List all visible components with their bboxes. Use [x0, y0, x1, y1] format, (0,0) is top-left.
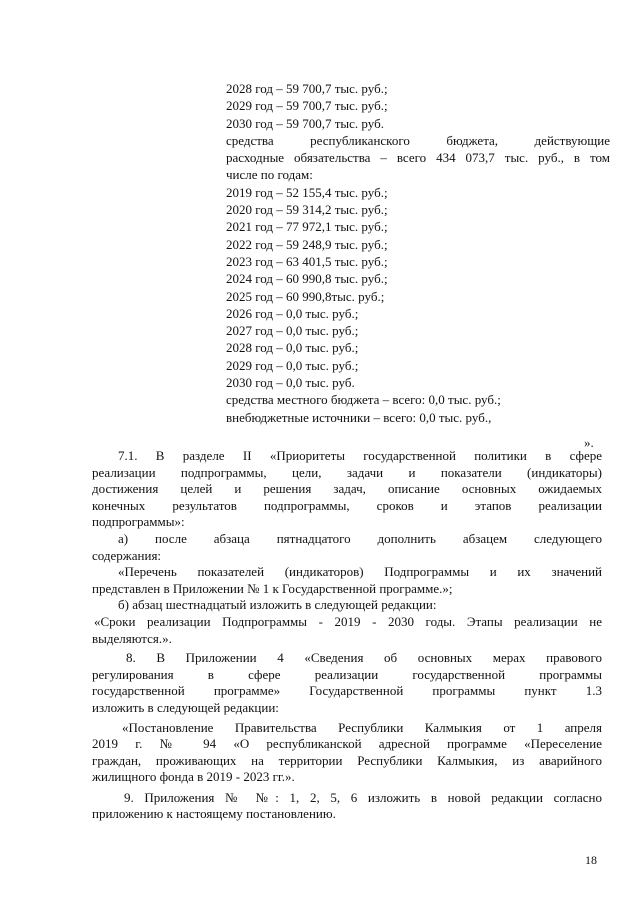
year-line: 2021 год – 77 972,1 тыс. руб.;: [226, 219, 388, 235]
text-line: «Сроки реализации Подпрограммы - 2019 - 2030 годы. Этапы реализации не: [94, 613, 602, 629]
text-line: б) абзац шестнадцатый изложить в следующей редакции:: [118, 597, 437, 613]
republic-budget-line: средства республиканского бюджета, действующие: [226, 132, 610, 148]
text-line: «Перечень показателей (индикаторов) Подпрограммы и их значений: [118, 564, 602, 580]
page-number: 18: [585, 853, 597, 867]
year-line: 2026 год – 0,0 тыс. руб.;: [226, 305, 359, 321]
year-line: 2029 год – 59 700,7 тыс. руб.;: [226, 98, 388, 114]
extra-budget-line: внебюджетные источники – всего: 0,0 тыс. руб.,: [226, 409, 492, 425]
paragraph-b: [92, 597, 602, 614]
year-line: 2023 год – 63 401,5 тыс. руб.;: [226, 253, 388, 269]
paragraph-a: [92, 531, 602, 564]
amendments-body: [92, 448, 602, 823]
year-line: 2020 год – 59 314,2 тыс. руб.;: [226, 202, 388, 218]
text-line: регулирования в сфере реализации государственной программы: [92, 666, 602, 682]
paragraph-a-quote: [92, 564, 602, 597]
local-budget-line: средства местного бюджета – всего: 0,0 тыс. руб.;: [226, 392, 501, 408]
text-line: 7.1. В разделе II «Приоритеты государственной политики в сфере: [118, 448, 602, 463]
text-line: 8. В Приложении 4 «Сведения об основных мерах правового: [126, 650, 602, 666]
text-line: «Постановление Правительства Республики Калмыкия от 1 апреля: [122, 719, 602, 735]
text-line: приложению к настоящему постановлению.: [92, 806, 336, 822]
paragraph-b-quote: [92, 614, 602, 647]
text-line: граждан, проживающих на территории Республики Калмыкия, из аварийного: [92, 752, 602, 768]
year-line: 2027 год – 0,0 тыс. руб.;: [226, 323, 359, 339]
text-line: подпрограммы»:: [92, 514, 185, 530]
paragraph-7-1: [92, 448, 602, 531]
text-line: содержания:: [92, 547, 162, 563]
text-line: а) после абзаца пятнадцатого дополнить абзацем следующего: [118, 530, 602, 546]
year-line: 2025 год – 60 990,8тыс. руб.;: [226, 288, 385, 304]
text-line: выделяются.».: [92, 630, 172, 646]
paragraph-9: [92, 790, 602, 823]
paragraph-8-quote: [92, 720, 602, 786]
paragraph-8: [92, 650, 602, 716]
year-line: 2024 год – 60 990,8 тыс. руб.;: [226, 271, 388, 287]
text-line: реализации подпрограммы, цели, задачи и показатели (индикаторы): [92, 464, 602, 480]
republic-budget-line: расходные обязательства – всего 434 073,7 тыс. руб., в том: [226, 150, 610, 166]
text-line: представлен в Приложении № 1 к Государственной программе.»;: [92, 580, 453, 596]
text-line: государственной программе» Государственной программы пункт 1.3: [92, 683, 602, 699]
text-line: конечных результатов подпрограммы, сроков и этапов реализации: [92, 497, 602, 513]
closing-quote: ».: [584, 435, 594, 450]
text-line: 9. Приложения № №: 1, 2, 5, 6 изложить в новой редакции согласно: [124, 789, 602, 805]
republic-budget-line: числе по годам:: [226, 167, 313, 183]
year-line: 2022 год – 59 248,9 тыс. руб.;: [226, 236, 388, 252]
text-line: 2019 г. № 94 «О республиканской адресной программе «Переселение: [92, 736, 602, 752]
year-line: 2029 год – 0,0 тыс. руб.;: [226, 357, 359, 373]
text-line: достижения целей и решения задач, описание основных ожидаемых: [92, 481, 602, 497]
financing-block: [226, 80, 610, 426]
year-line: 2019 год – 52 155,4 тыс. руб.;: [226, 184, 388, 200]
year-line: 2030 год – 0,0 тыс. руб.: [226, 375, 355, 391]
year-line: 2030 год – 59 700,7 тыс. руб.: [226, 115, 384, 131]
year-line: 2028 год – 59 700,7 тыс. руб.;: [226, 81, 388, 96]
text-line: изложить в следующей редакции:: [92, 699, 279, 715]
year-line: 2028 год – 0,0 тыс. руб.;: [226, 340, 359, 356]
text-line: жилищного фонда в 2019 - 2023 гг.».: [92, 769, 295, 785]
